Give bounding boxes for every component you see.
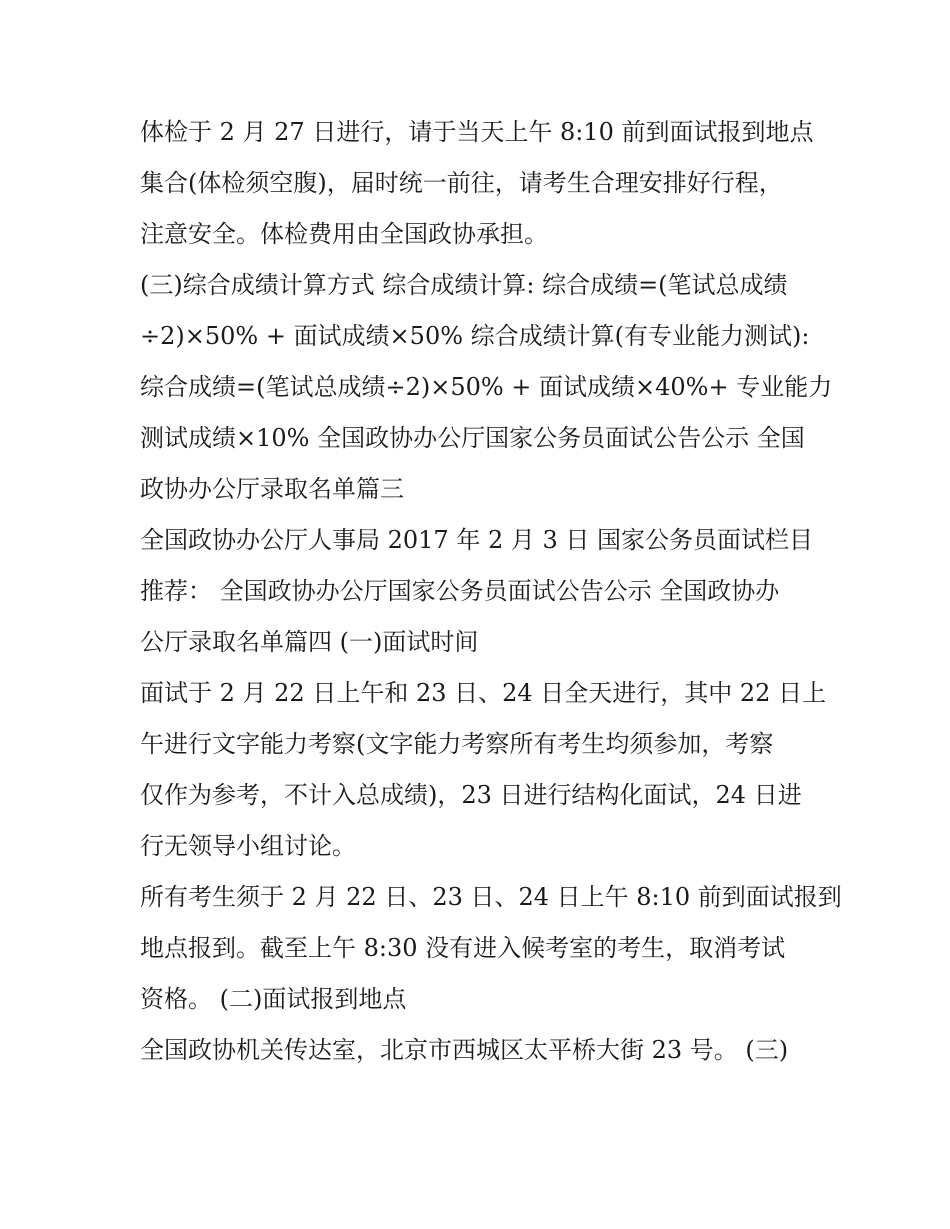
text-line: ÷2)×50% + 面试成绩×50% 综合成绩计算(有专业能力测试): — [140, 322, 810, 350]
document-body — [140, 107, 842, 1076]
text-line: 仅作为参考，不计入总成绩)，23 日进行结构化面试，24 日进 — [140, 781, 802, 809]
text-line: 所有考生须于 2 月 22 日、23 日、24 日上午 8:10 前到面试报到 — [140, 883, 842, 911]
text-line: 政协办公厅录取名单篇三 — [140, 475, 404, 503]
text-line: 综合成绩=(笔试总成绩÷2)×50% + 面试成绩×40%+ 专业能力 — [140, 373, 833, 401]
text-line: 公厅录取名单篇四 (一)面试时间 — [140, 628, 479, 656]
text-line: 测试成绩×10% 全国政协办公厅国家公务员面试公告公示 全国 — [140, 424, 805, 452]
text-line: 注意安全。体检费用由全国政协承担。 — [140, 220, 548, 248]
text-line: 推荐： 全国政协办公厅国家公务员面试公告公示 全国政协办 — [140, 577, 780, 605]
text-line: 资格。 (二)面试报到地点 — [140, 985, 407, 1013]
text-line: 面试于 2 月 22 日上午和 23 日、24 日全天进行，其中 22 日上 — [140, 679, 827, 707]
text-line: 集合(体检须空腹)，届时统一前往，请考生合理安排好行程， — [140, 169, 783, 197]
text-line: 行无领导小组讨论。 — [140, 832, 356, 860]
text-line: (三)综合成绩计算方式 综合成绩计算: 综合成绩=(笔试总成绩 — [140, 271, 788, 299]
text-line: 午进行文字能力考察(文字能力考察所有考生均须参加，考察 — [140, 730, 774, 758]
text-line: 全国政协机关传达室，北京市西城区太平桥大街 23 号。 (三) — [140, 1036, 789, 1064]
text-line: 地点报到。截至上午 8:30 没有进入候考室的考生，取消考试 — [140, 934, 786, 962]
text-line: 体检于 2 月 27 日进行，请于当天上午 8:10 前到面试报到地点 — [140, 118, 814, 146]
text-line: 全国政协办公厅人事局 2017 年 2 月 3 日 国家公务员面试栏目 — [140, 526, 814, 554]
